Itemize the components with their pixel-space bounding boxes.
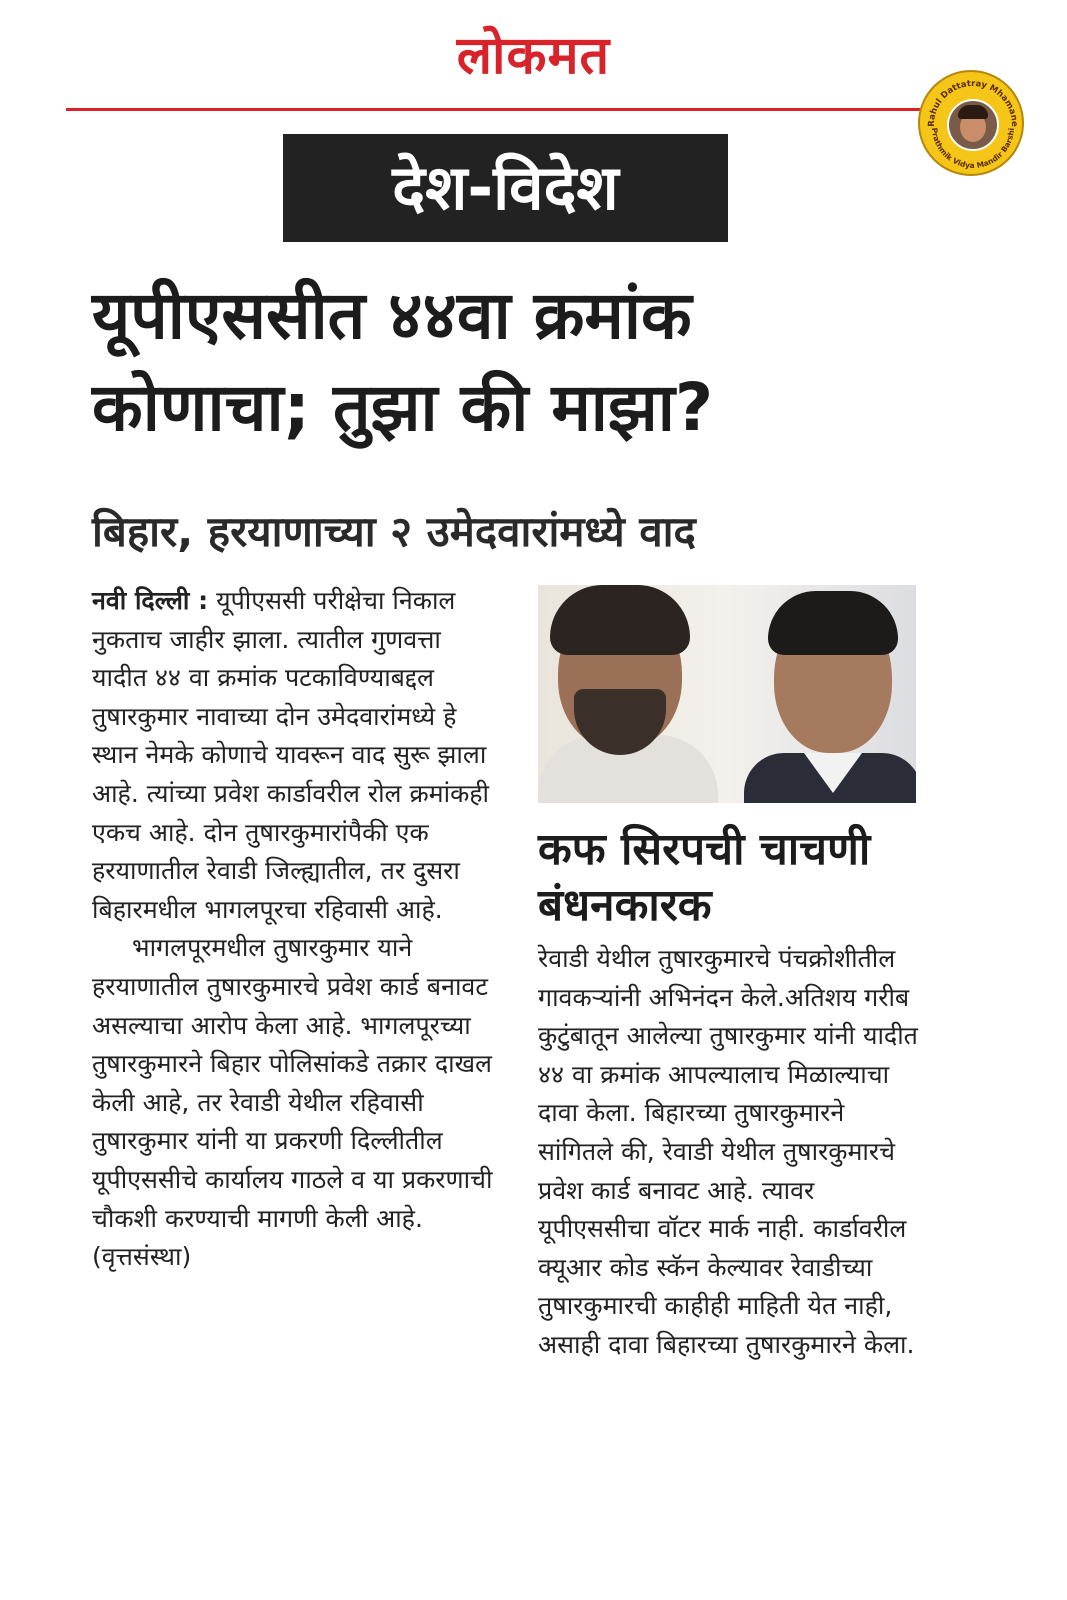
masthead-rule (66, 108, 926, 111)
dateline: नवी दिल्ली : (92, 586, 209, 615)
section-banner: देश-विदेश (283, 134, 728, 242)
article-left-column (92, 582, 500, 1277)
badge-name-text: Rahul Dattatray Mhamane (926, 78, 1020, 127)
masthead-logo: लोकमत (456, 26, 611, 86)
subheadline: बिहार, हरयाणाच्या २ उमेदवारांमध्ये वाद (92, 507, 696, 556)
paragraph-1-text: यूपीएससी परीक्षेचा निकाल नुकताच जाहीर झाला. त्यातील गुणवत्ता यादीत ४४ वा क्रमांक पटकाविण्याबद्दल तुषारकुमार नावाच्या दोन उमेदवारांमध्ये हे स्थान नेमके कोणाचे यावरून वाद सुरू झाला आहे. त्यांच्या प्रवेश कार्डावरील रोल क्रमांकही एकच आहे. दोन तुषारकुमारांपैकी एक हरयाणातील रेवाडी जिल्ह्यातील, तर दुसरा बिहारमधील भागलपूरचा रहिवासी आहे. (92, 586, 490, 924)
sidebar-box-text (538, 940, 918, 1365)
avatar (947, 99, 999, 151)
badge-school-text: Prathmik Vidya Mandir Barshi (929, 127, 1017, 171)
headline: यूपीएससीत ४४वा क्रमांक कोणाचा; तुझा की माझा? (92, 277, 714, 446)
author-badge (918, 70, 1024, 176)
article-paragraph-2: भागलपूरमधील तुषारकुमार याने हरयाणातील तुषारकुमारचे प्रवेश कार्ड बनावट असल्याचा आरोप केला आहे. भागलपूरच्या तुषारकुमारने बिहार पोलिसांकडे तक्रार दाखल केली आहे, तर रेवाडी येथील रहिवासी तुषारकुमार यांनी या प्रकरणी दिल्लीतील यूपीएससीचे कार्यालय गाठले व या प्रकरणाची चौकशी करण्याची मागणी केली आहे. (वृत्तसंस्था) (92, 933, 493, 1272)
article-paragraph-1 (92, 582, 500, 929)
candidates-photo (538, 585, 916, 803)
sidebar-paragraph: रेवाडी येथील तुषारकुमारचे पंचक्रोशीतील गावकऱ्यांनी अभिनंदन केले.अतिशय गरीब कुटुंबातून आलेल्या तुषारकुमार यांनी यादीत ४४ वा क्रमांक आपल्यालाच मिळाल्याचा दावा केला. बिहारच्या तुषारकुमारने सांगितले की, रेवाडी येथील तुषारकुमारचे प्रवेश कार्ड बनावट आहे. त्यावर यूपीएससीचा वॉटर मार्क नाही. कार्डावरील क्यूआर कोड स्कॅन केल्यावर रेवाडीच्या तुषारकुमारची काहीही माहिती येत नाही, असाही दावा बिहारच्या तुषारकुमारने केला. (538, 944, 918, 1359)
sidebar-box-title: कफ सिरपची चाचणी बंधनकारक (538, 824, 871, 931)
